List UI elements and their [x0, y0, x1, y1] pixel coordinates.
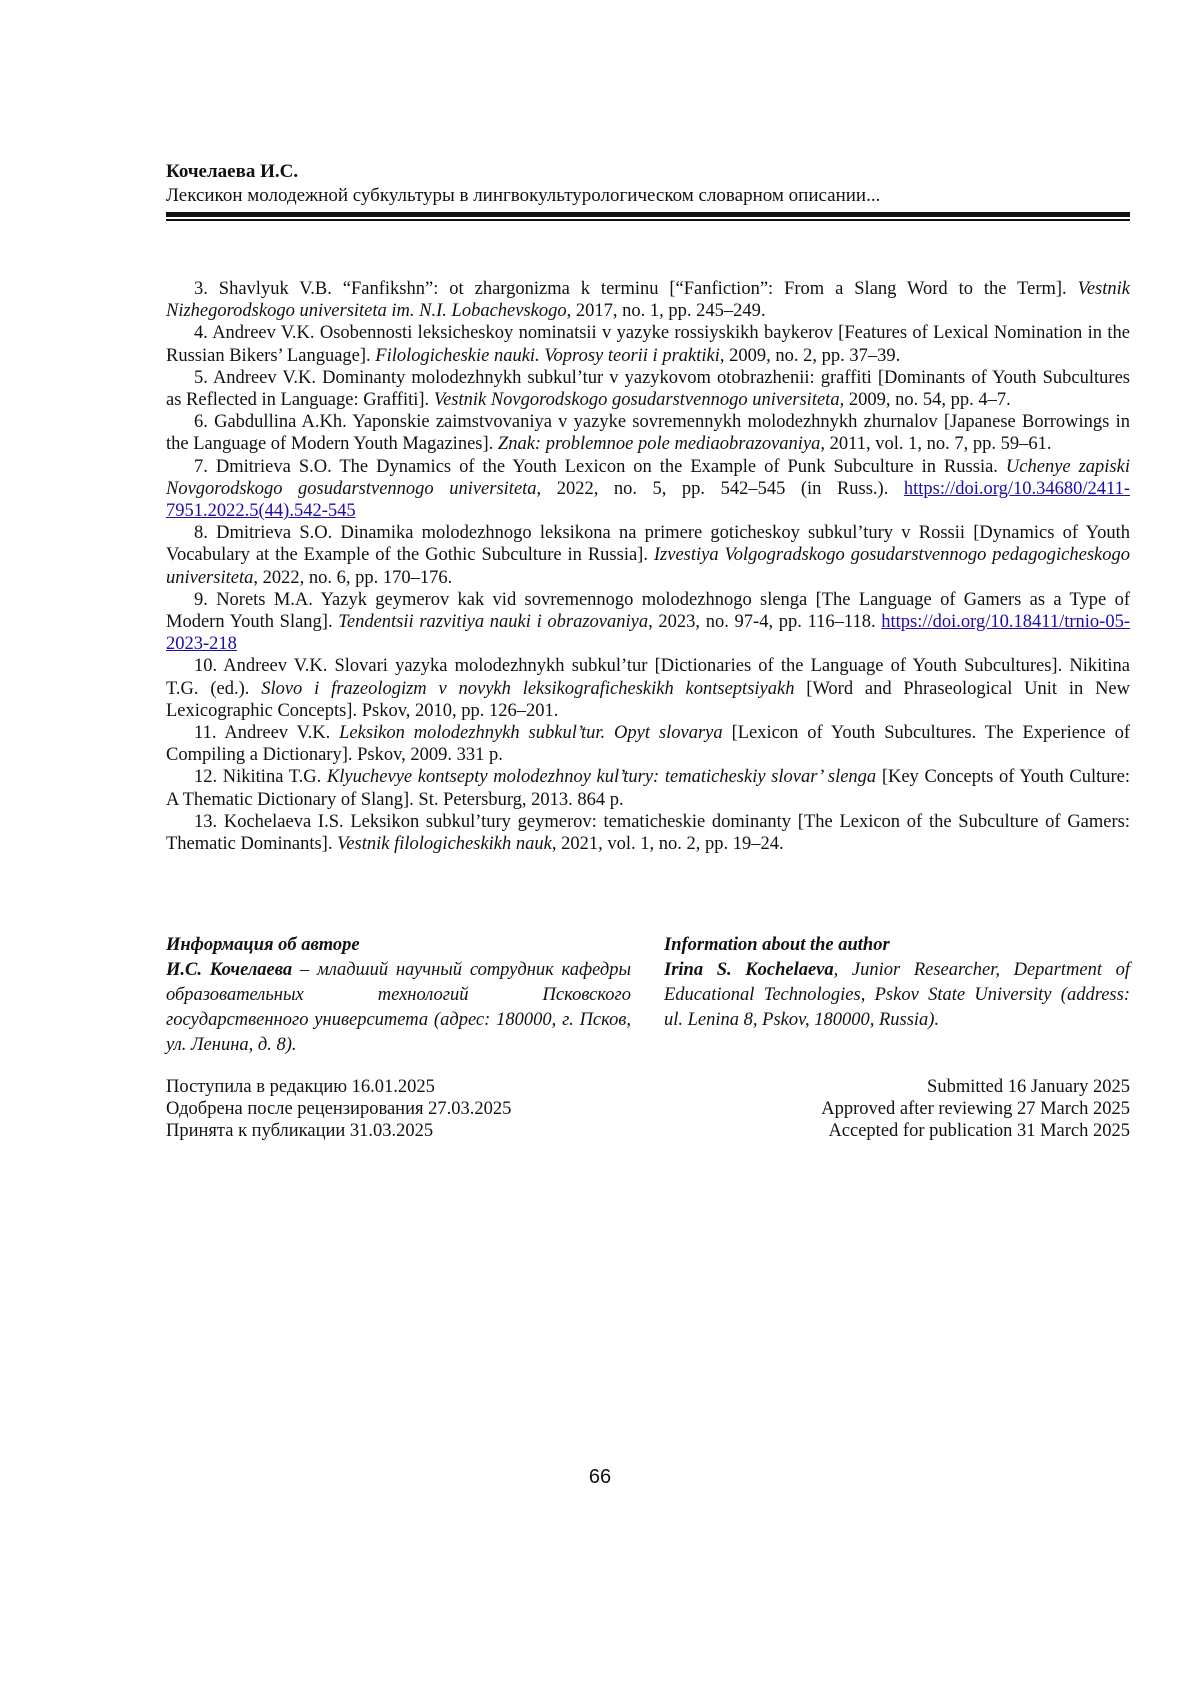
- doi-link[interactable]: https://doi.org/10.34680/2411-7951.2022.5(44).542-545: [166, 478, 1130, 522]
- reference-item: 11. Andreev V.K. Leksikon molodezhnykh subkul’tur. Opyt slovarya [Lexicon of Youth Subcultures. The Experience of Compiling a Dictionary]. Pskov, 2009. 331 p.: [166, 723, 1130, 766]
- running-header: [166, 160, 1130, 208]
- reference-item: 13. Kochelaeva I.S. Leksikon subkul’tury geymerov: tematicheskie dominanty [The Lexicon of the Subculture of Gamers: Thematic Dominants]. Vestnik filologicheskikh nauk, 2021, vol. 1, no. 2, pp. 19–24.: [166, 811, 1130, 855]
- header-rule-thin: [166, 219, 1130, 221]
- reference-item: 6. Gabdullina A.Kh. Yaponskie zaimstvovaniya v yazyke sovremennykh molodezhnykh zhurnalov [Japanese Borrowings in the Language of Modern Youth Magazines]. Znak: problemnoe pole mediaobrazovaniya, 2011, vol. 1, no. 7, pp. 59–61.: [166, 412, 1130, 455]
- date-approved-en: Approved after reviewing 27 March 2025: [821, 1099, 1130, 1120]
- author-name-en: Irina S. Kochelaeva: [664, 960, 834, 980]
- dates-en: [680, 1076, 1130, 1143]
- reference-item: 9. Norets M.A. Yazyk geymerov kak vid sovremennogo molodezhnogo slenga [The Language of Gamers as a Type of Modern Youth Slang]. Tendentsii razvitiya nauki i obrazovaniya, 2023, no. 97-4, pp. 116–118. https://doi.org/10.18411/trnio-05-2023-218: [166, 589, 1130, 655]
- reference-list: [166, 278, 1130, 855]
- reference-item: 8. Dmitrieva S.O. Dinamika molodezhnogo leksikona na primere goticheskoy subkul’tury v Rossii [Dynamics of Youth Vocabulary at the Example of the Gothic Subculture in Russia]. Izvestiya Volgogradskogo gosudarstvennogo pedagogicheskogo universiteta, 2022, no. 6, pp. 170–176.: [166, 523, 1130, 588]
- header-author: Кочелаева И.С.: [166, 161, 299, 182]
- author-info-text-en: Irina S. Kochelaeva, Junior Researcher, Department of Educational Technologies, Pskov State University (address: ul. Lenina 8, Pskov, 180000, Russia).: [664, 960, 1131, 1030]
- dates-ru: [166, 1076, 616, 1143]
- author-info-en: [664, 933, 1130, 1033]
- doi-link[interactable]: https://doi.org/10.18411/trnio-05-2023-218: [166, 612, 1130, 655]
- date-submitted-ru: Поступила в редакцию 16.01.2025: [166, 1077, 435, 1097]
- author-info-text-ru: И.С. Кочелаева – младший научный сотрудник кафедры образовательных технологий Псковского государственного университета (адрес: 180000, г. Псков, ул. Ленина, д. 8).: [166, 960, 632, 1055]
- header-rule-thick: [166, 212, 1130, 217]
- reference-item: 4. Andreev V.K. Osobennosti leksicheskoy nominatsii v yazyke rossiyskikh baykerov [Features of Lexical Nomination in the Russian Bikers’ Language]. Filologicheskie nauki. Voprosy teorii i praktiki, 2009, no. 2, pp. 37–39.: [166, 323, 1130, 366]
- author-info-heading-ru: Информация об авторе: [166, 935, 360, 955]
- author-info-ru: [166, 933, 631, 1058]
- date-accepted-en: Accepted for publication 31 March 2025: [828, 1121, 1130, 1142]
- reference-item: 5. Andreev V.K. Dominanty molodezhnykh subkul’tur v yazykovom otobrazhenii: graffiti [Dominants of Youth Subcultures as Reflected in Language: Graffiti]. Vestnik Novgorodskogo gosudarstvennogo universiteta, 2009, no. 54, pp. 4–7.: [166, 367, 1130, 411]
- header-title: Лексикон молодежной субкультуры в лингвокультурологическом словарном описании...: [166, 185, 881, 206]
- date-accepted-ru: Принята к публикации 31.03.2025: [166, 1121, 434, 1142]
- reference-item: 12. Nikitina T.G. Klyuchevye kontsepty molodezhnoy kul’tury: tematicheskiy slovar’ slenga [Key Concepts of Youth Culture: A Thematic Dictionary of Slang]. St. Petersburg, 2013. 864 p.: [166, 767, 1130, 810]
- reference-item: 3. Shavlyuk V.B. “Fanfikshn”: ot zhargonizma k terminu [“Fanfiction”: From a Slang Word to the Term]. Vestnik Nizhegorodskogo universiteta im. N.I. Lobachevskogo, 2017, no. 1, pp. 245–249.: [166, 279, 1130, 322]
- date-submitted-en: Submitted 16 January 2025: [927, 1077, 1130, 1097]
- reference-item: 10. Andreev V.K. Slovari yazyka molodezhnykh subkul’tur [Dictionaries of the Language of Youth Subcultures]. Nikitina T.G. (ed.). Slovo i frazeologizm v novykh leksikograficheskikh kontseptsiyakh [Word and Phraseological Unit in New Lexicographic Concepts]. Pskov, 2010, pp. 126–201.: [166, 656, 1130, 721]
- author-info-heading-en: Information about the author: [664, 935, 890, 955]
- author-name-ru: И.С. Кочелаева: [166, 960, 293, 980]
- date-approved-ru: Одобрена после рецензирования 27.03.2025: [166, 1099, 512, 1120]
- reference-item: 7. Dmitrieva S.O. The Dynamics of the Youth Lexicon on the Example of Punk Subculture in Russia. Uchenye zapiski Novgorodskogo gosudarstvennogo universiteta, 2022, no. 5, pp. 542–545 (in Russ.). https://doi.org/10.34680/2411-7951.2022.5(44).542-545: [166, 456, 1130, 522]
- page-number: 66: [588, 1466, 612, 1488]
